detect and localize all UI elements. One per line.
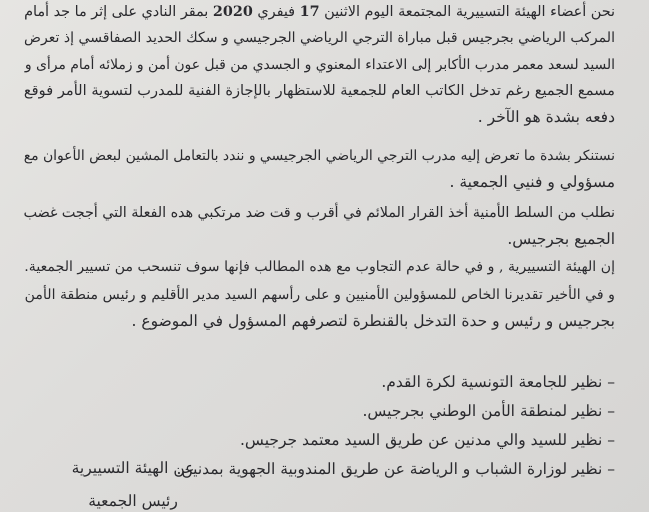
signature-title: رئيس الجمعية — [88, 492, 178, 510]
text-segment: بمقر النادي على إثر ما جد أمام — [24, 4, 213, 20]
text-segment: فيفري — [252, 4, 300, 20]
paragraph-5-line-2: بجرجيس و رئيس و حدة التدخل بالقنطرة لتصرفهم المسؤول في الموضوع . — [131, 312, 615, 330]
paragraph-4-line-1: إن الهيئة التسييرية , و في حالة عدم التجاوب مع هده المطالب فإنها سوف تنسحب من تسيير الجمعية. — [24, 259, 615, 275]
copy-recipient-1: – نظير للجامعة التونسية لكرة القدم. — [381, 373, 615, 391]
copy-recipient-4: – نظير لوزارة الشباب و الرياضة عن طريق المندوبية الجهوية بمدنين. — [176, 460, 615, 478]
paragraph-1-line-1 — [24, 2, 615, 22]
date-year: 2020 — [212, 4, 253, 20]
copy-recipient-3: – نظير للسيد والي مدنين عن طريق السيد معتمد جرجيس. — [240, 431, 615, 449]
paragraph-1-line-4: مسمع الجميع رغم تدخل الكاتب العام للجمعية للاستظهار بالإجازة الفنية للمدرب لتسوية الأمر فوقع — [23, 82, 615, 99]
copy-recipient-2: – نظير لمنطقة الأمن الوطني بجرجيس. — [362, 402, 615, 420]
paragraph-2-line-1: نستنكر بشدة ما تعرض إليه مدرب الترجي الرياضي الجرجيسي و نندد بالتعامل المشين لبعض الأعوان مع — [23, 148, 615, 164]
paragraph-1-line-5: دفعه بشدة هو الآخر . — [477, 108, 615, 126]
date-day: 17 — [299, 4, 320, 20]
paragraph-5-line-1: و في الأخير تقديرنا الخاص للمسؤولين الأمنيين و على رأسهم السيد مدير الأقليم و رئيس منطقة الأمن — [24, 287, 615, 303]
text-segment: نحن أعضاء الهيئة التسييرية المجتمعة اليوم الاثنين — [319, 4, 615, 20]
signature-on-behalf: عن الهيئة التسييرية — [71, 459, 195, 477]
paragraph-3-line-1: نطلب من السلط الأمنية أخذ القرار الملائم في أقرب و قت ضد مرتكبي هده الفعلة التي أججت غضب — [23, 205, 615, 221]
paragraph-3-line-2: الجميع بجرجيس. — [507, 230, 615, 248]
paragraph-1-line-2: المركب الرياضي بجرجيس قبل مباراة الترجي الرياضي الجرجيسي و سكك الحديد الصفاقسي إذ تعرض — [23, 30, 615, 46]
paragraph-1-line-3: السيد لسعد معمر مدرب الأكابر إلى الاعتداء المعنوي و الجسدي من قبل عون أمن و زملائه أمام مرأى و — [24, 57, 615, 73]
paragraph-2-line-2: مسؤولي و فنيي الجمعية . — [449, 173, 615, 191]
